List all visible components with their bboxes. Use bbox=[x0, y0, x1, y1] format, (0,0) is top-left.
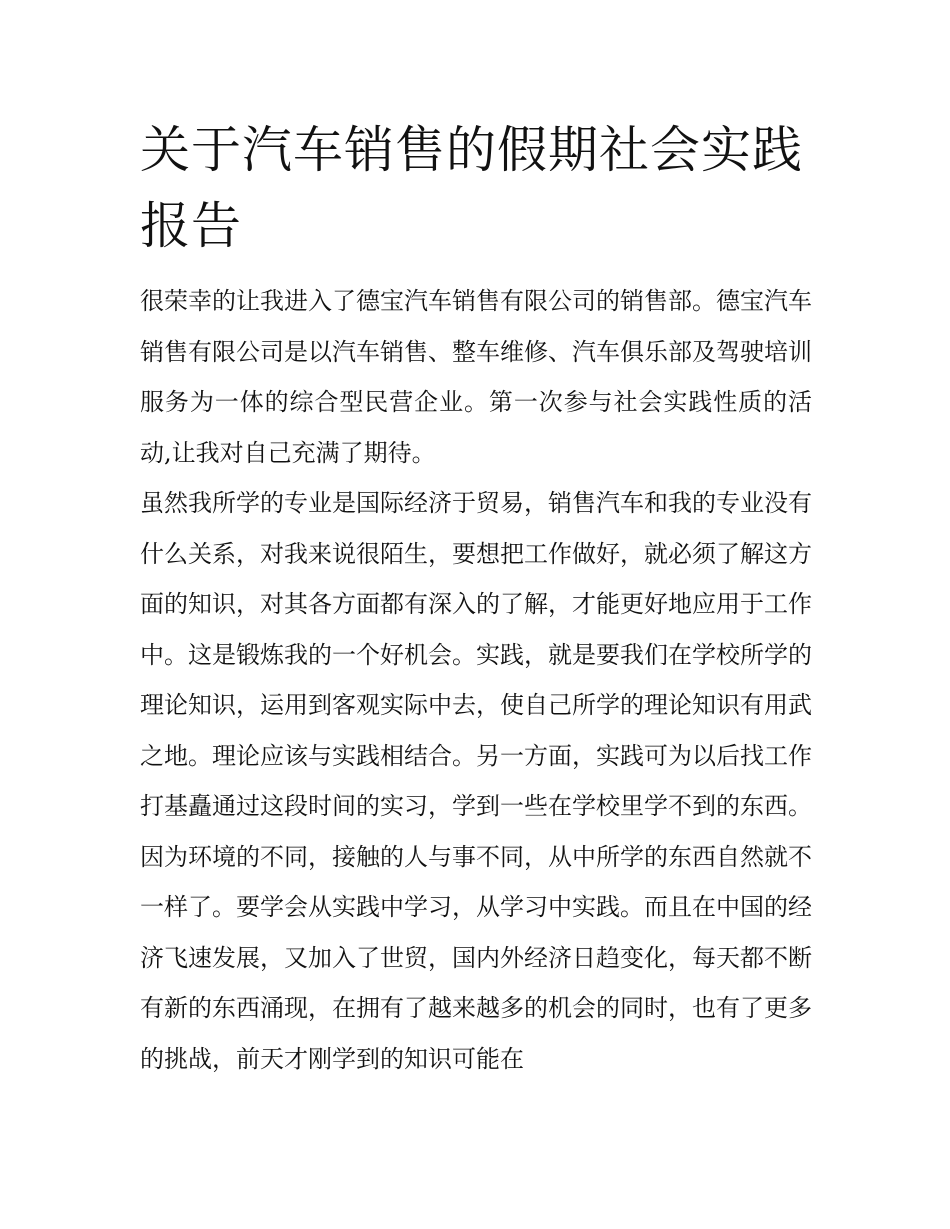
paragraph-introduction: 很荣幸的让我进入了德宝汽车销售有限公司的销售部。德宝汽车销售有限公司是以汽车销售、整车维修、汽车俱乐部及驾驶培训服务为一体的综合型民营企业。第一次参与社会实践性质的活动,让我对自己充满了期待。 bbox=[140, 287, 812, 467]
paragraph-practice-reflection: 虽然我所学的专业是国际经济于贸易，销售汽车和我的专业没有什么关系，对我来说很陌生，要想把工作做好，就必须了解这方面的知识，对其各方面都有深入的了解，才能更好地应用于工作中。这是锻炼我的一个好机会。实践，就是要我们在学校所学的理论知识，运用到客观实际中去，使自己所学的理论知识有用武之地。理论应该与实践相结合。另一方面，实践可为以后找工作打基矗通过这段时间的实习，学到一些在学校里学不到的东西。因为环境的不同，接触的人与事不同，从中所学的东西自然就不一样了。要学会从实践中学习，从学习中实践。而且在中国的经济飞速发展，又加入了世贸，国内外经济日趋变化，每天都不断有新的东西涌现，在拥有了越来越多的机会的同时，也有了更多的挑战，前天才刚学到的知识可能在 bbox=[140, 489, 812, 1073]
document-body bbox=[140, 276, 812, 1084]
document-title: 关于汽车销售的假期社会实践报告 bbox=[140, 121, 803, 255]
document-content bbox=[140, 112, 812, 1084]
